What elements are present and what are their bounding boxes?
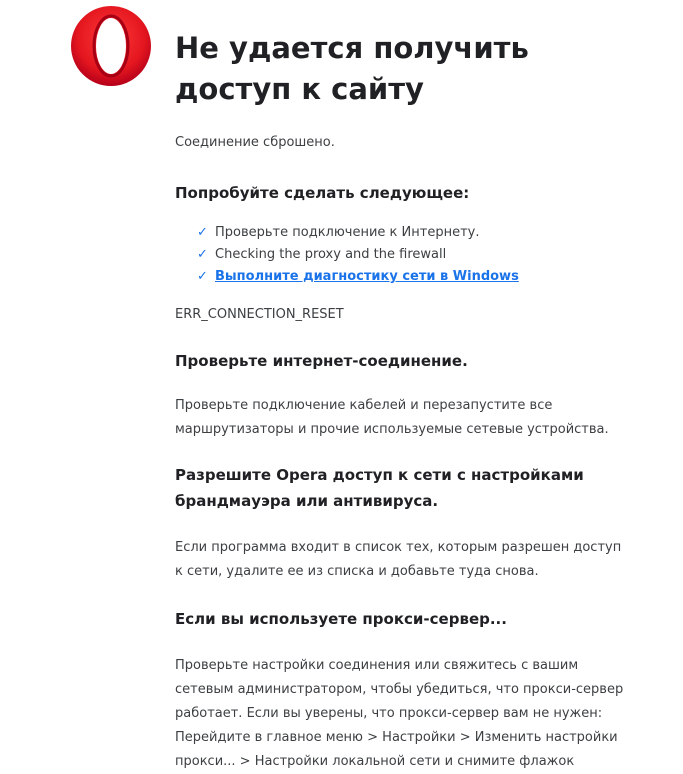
error-content	[175, 0, 635, 774]
firewall-section-text	[175, 536, 635, 584]
suggestion-text: Checking the proxy and the firewall	[215, 247, 447, 262]
checkmark-icon: ✓	[197, 225, 208, 240]
checkmark-icon: ✓	[197, 269, 208, 284]
error-code: ERR_CONNECTION_RESET	[175, 307, 344, 322]
page-title	[175, 28, 635, 110]
paragraph-line: Проверьте настройки соединения или свяжитесь с вашим	[175, 658, 579, 673]
network-diagnostics-link[interactable]: Выполните диагностику сети в Windows	[215, 269, 519, 284]
checkmark-icon: ✓	[197, 247, 208, 262]
error-description: Соединение сброшено.	[175, 135, 335, 150]
firewall-section-heading	[175, 462, 635, 514]
proxy-section-heading: Если вы используете прокси-сервер...	[175, 610, 507, 628]
paragraph-line: к сети, удалите ее из списка и добавьте туда снова.	[175, 564, 539, 579]
heading-line: брандмауэра или антивируса.	[175, 492, 439, 510]
internet-section-heading: Проверьте интернет-соединение.	[175, 352, 468, 370]
suggestions-heading: Попробуйте сделать следующее:	[175, 184, 470, 202]
internet-section-text	[175, 394, 635, 442]
page-title-line: Не удается получить	[175, 31, 529, 65]
page-title-line: доступ к сайту	[175, 72, 424, 106]
paragraph-line: прокси... > Настройки локальной сети и снимите флажок	[175, 754, 575, 769]
paragraph-line: маршрутизаторы и прочие используемые сетевые устройства.	[175, 422, 609, 437]
opera-logo-icon	[70, 5, 152, 87]
suggestion-text: Проверьте подключение к Интернету.	[215, 225, 480, 240]
paragraph-line: Проверьте подключение кабелей и перезапустите все	[175, 398, 553, 413]
suggestions-list	[175, 222, 635, 288]
heading-line: Разрешите Opera доступ к сети с настройками	[175, 466, 584, 484]
paragraph-line: сетевым администратором, чтобы убедиться, что прокси-сервер	[175, 682, 624, 697]
paragraph-line: работает. Если вы уверены, что прокси-сервер вам не нужен:	[175, 706, 603, 721]
list-item	[197, 244, 635, 266]
list-item	[197, 222, 635, 244]
paragraph-line: Если программа входит в список тех, которым разрешен доступ	[175, 540, 622, 555]
proxy-section-text	[175, 654, 635, 774]
paragraph-line: Перейдите в главное меню > Настройки > Изменить настройки	[175, 730, 618, 745]
list-item	[197, 266, 635, 288]
